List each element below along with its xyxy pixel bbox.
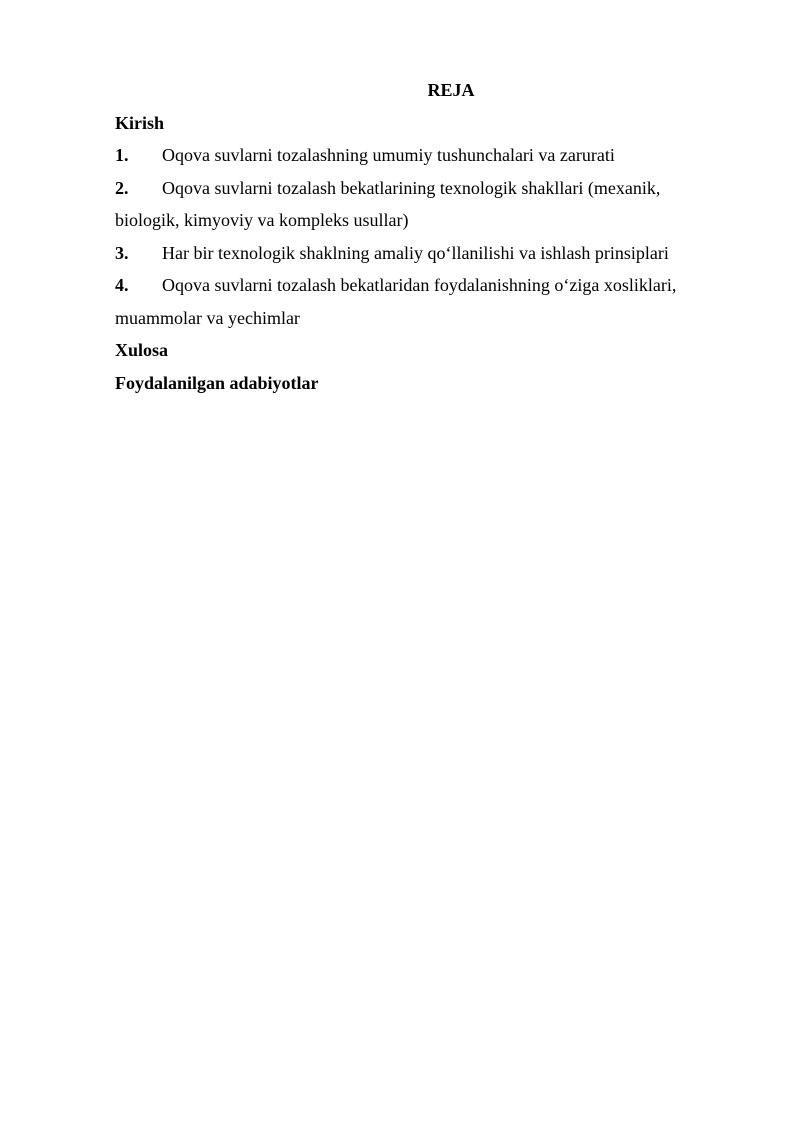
- plan-item-text: Oqova suvlarni tozalashning umumiy tushunchalari va zarurati: [162, 145, 615, 165]
- plan-item-number: 1.: [115, 145, 129, 165]
- intro-heading: Kirish: [115, 112, 165, 133]
- plan-item-number: 4.: [115, 275, 129, 295]
- page-title: REJA: [427, 80, 475, 100]
- plan-item-2: [115, 172, 705, 237]
- plan-item-1: [115, 139, 705, 172]
- references-heading: Foydalanilgan adabiyotlar: [115, 372, 319, 393]
- plan-item-number: 2.: [115, 177, 129, 198]
- plan-item-number: 3.: [115, 242, 129, 263]
- plan-item-4: [115, 269, 705, 334]
- plan-item-text: Har bir texnologik shaklning amaliy qoʻllanilishi va ishlash prinsiplari: [162, 242, 669, 263]
- plan-item-text: Oqova suvlarni tozalash bekatlaridan foydalanishning oʻziga xosliklari, muammolar va yechimlar: [115, 275, 677, 328]
- plan-item-text: Oqova suvlarni tozalash bekatlarining texnologik shakllari (mexanik, biologik, kimyoviy va kompleks usullar): [115, 177, 661, 230]
- plan-item-3: [115, 237, 705, 270]
- conclusion-heading: Xulosa: [115, 340, 169, 360]
- plan-content: [115, 74, 705, 399]
